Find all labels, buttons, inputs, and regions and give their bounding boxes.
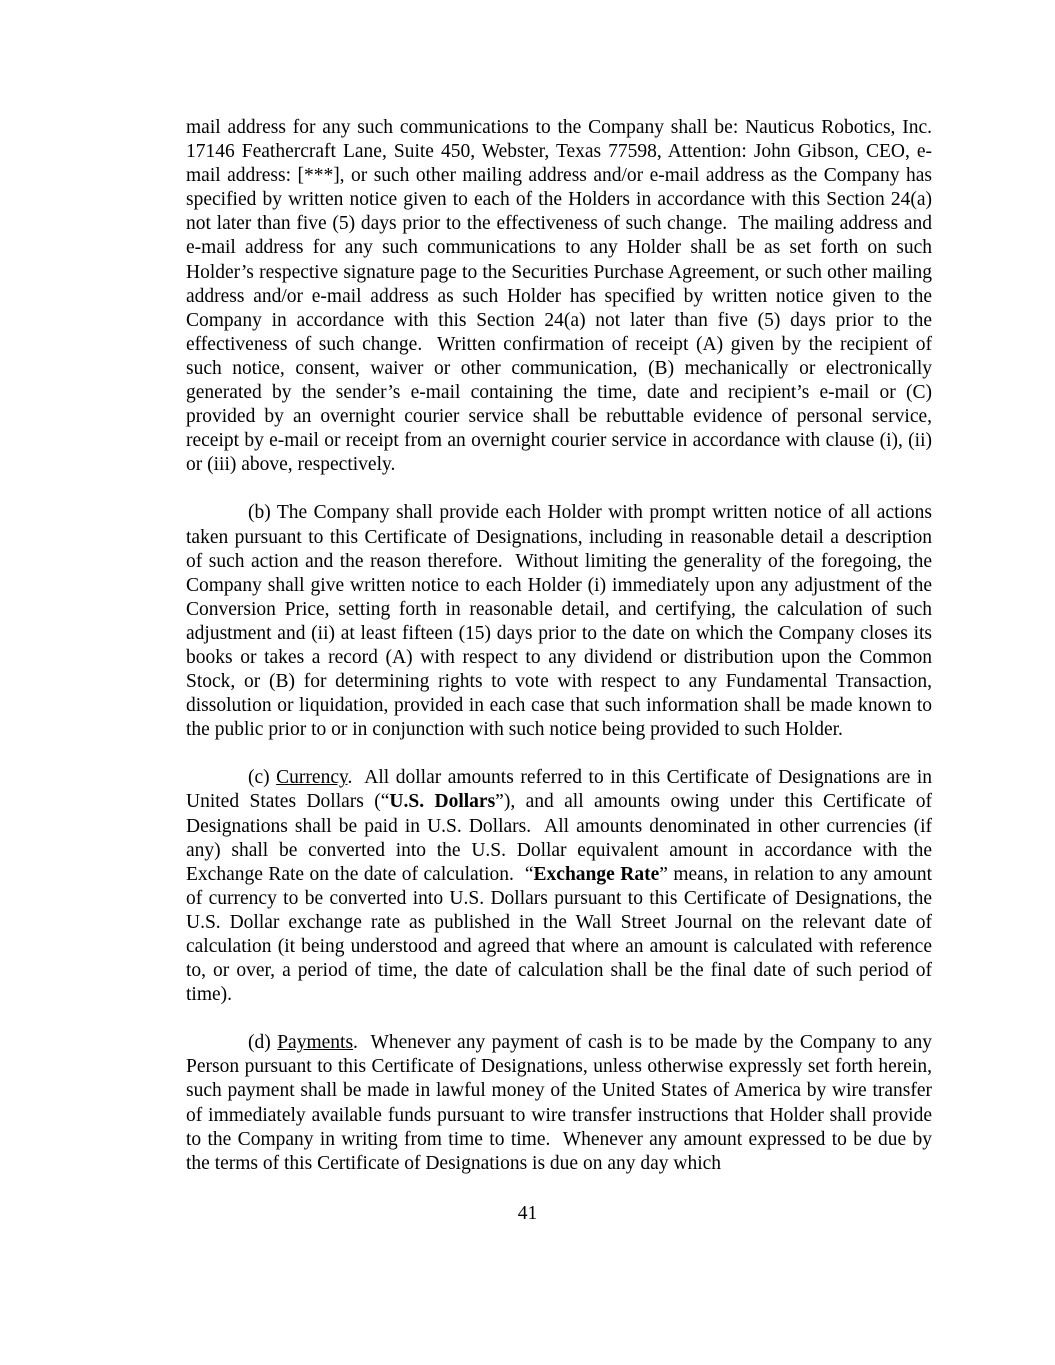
text-run: mail address for any such communications to the Company shall be: Nauticus Robotics, Inc. 17146 Feathercraft Lane, Suite 450, Webster, Texas 77598, Attention: John Gibson, CEO, e-mail address: [***], or such other mailing address and/or e-mail address as the Company has specified by written notice given to each of the Holders in accordance with this Section 24(a) not later than five (5) days prior to the effectiveness of such change. The mailing address and e-mail address for any such communications to any Holder shall be as set forth on such Holder’s respective signature page to the Securities Purchase Agreement, or such other mailing address and/or e-mail address as such Holder has specified by written notice given to the Company in accordance with this Section 24(a) not later than five (5) days prior to the effectiveness of such change. Written confirmation of receipt (A) given by the recipient of such notice, consent, waiver or other communication, (B) mechanically or electronically generated by the sender’s e-mail containing the time, date and recipient’s e-mail or (C) provided by an overnight courier service shall be rebuttable evidence of personal service, receipt by e-mail or receipt from an overnight courier service in accordance with clause (i), (ii) or (iii) above, respectively. (186, 117, 937, 476)
text-run: ” means, in relation to any amount of currency to be converted into U.S. Dollars pursuant to this Certificate of Designations, the U.S. Dollar exchange rate as published in the Wall Street Journal on the relevant date of calculation (it being understood and agreed that where an amount is calculated with reference to, or over, a period of time, the date of calculation shall be the final date of such period of time). (186, 863, 937, 1006)
paragraph-b-notice-of-actions (186, 501, 937, 742)
defined-term: Exchange Rate (533, 863, 660, 885)
text-run: ”), and all amounts owing under this Certificate of Designations shall be paid in U.S. Dollars. All amounts denominated in other currencies (if any) shall be converted into the U.S. Dollar equivalent amount in accordance with the Exchange Rate on the date of calculation. “ (186, 791, 937, 885)
paragraph-notices-continuation (186, 116, 937, 477)
section-heading-term: Currency (276, 767, 348, 789)
text-run: . All dollar amounts referred to in this Certificate of Designations are in United States Dollars (“ (186, 767, 937, 813)
document-body (186, 116, 937, 1200)
paragraph-d-payments (186, 1031, 937, 1176)
text-run: (d) (248, 1032, 278, 1054)
section-heading-term: Payments (277, 1032, 354, 1054)
text-run: (b) The Company shall provide each Holder with prompt written notice of all actions taken pursuant to this Certificate of Designations, including in reasonable detail a description of such action and the reason therefore. Without limiting the generality of the foregoing, the Company shall give written notice to each Holder (i) immediately upon any adjustment of the Conversion Price, setting forth in reasonable detail, and certifying, the calculation of such adjustment and (ii) at least fifteen (15) days prior to the date on which the Company closes its books or takes a record (A) with respect to any dividend or distribution upon the Common Stock, or (B) for determining rights to vote with respect to any Fundamental Transaction, dissolution or liquidation, provided in each case that such information shall be made known to the public prior to or in conjunction with such notice being provided to such Holder. (186, 502, 937, 741)
paragraph-c-currency (186, 766, 937, 1007)
defined-term: U.S. Dollars (389, 791, 496, 813)
text-run: . Whenever any payment of cash is to be made by the Company to any Person pursuant to this Certificate of Designations, unless otherwise expressly set forth herein, such payment shall be made in lawful money of the United States of America by wire transfer of immediately available funds pursuant to wire transfer instructions that Holder shall provide to the Company in writing from time to time. Whenever any amount expressed to be due by the terms of this Certificate of Designations is due on any day which (186, 1032, 937, 1174)
text-run: (c) (248, 767, 277, 789)
page-number: 41 (517, 1203, 538, 1224)
